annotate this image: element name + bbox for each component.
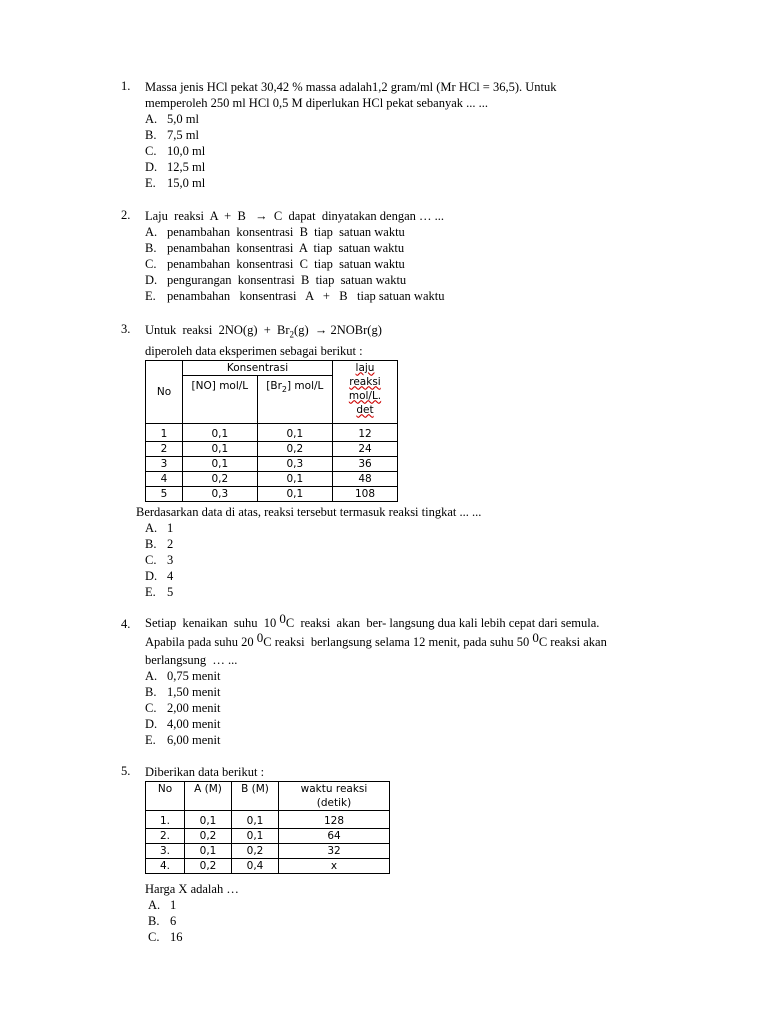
option-d: D. 4 — [145, 568, 174, 583]
option-a: A. 0,75 menit — [145, 669, 221, 683]
question-text: Harga X adalah … — [145, 882, 239, 896]
question-text: Berdasarkan data di atas, reaksi tersebut termasuk reaksi tingkat ... ... — [136, 504, 482, 519]
question-text: Apabila pada suhu 20 $^0$C reaksi berlangsung selama 12 menit, pada suhu 50 $^0$C reaksi akan — [145, 630, 607, 649]
question-text: memperoleh 250 ml HCl 0,5 M diperlukan HCl pekat sebanyak ... ... — [145, 96, 488, 110]
option-c: C. 10,0 ml — [145, 144, 206, 158]
option-a: A. penambahan konsentrasi B tiap satuan waktu — [145, 225, 405, 239]
option-d: D. 12,5 ml — [145, 160, 206, 174]
option-a: A. 5,0 ml — [145, 112, 199, 126]
header-laju: laju reaksi mol/L. det — [333, 360, 398, 423]
option-c: C. penambahan konsentrasi C tiap satuan waktu — [145, 257, 405, 271]
option-e: E. 6,00 menit — [145, 733, 221, 747]
question-text: Massa jenis HCl pekat 30,42 % massa adalah1,2 gram/ml (Mr HCl = 36,5). Untuk — [145, 80, 557, 94]
option-b: B. 1,50 menit — [145, 685, 221, 699]
header-no: No — [146, 360, 183, 423]
question-number: 4. — [121, 617, 131, 631]
header-no-conc: [NO] mol/L — [183, 375, 258, 423]
option-a: A. 1 — [148, 898, 177, 912]
table-row: 5 0,3 0,1 108 — [146, 486, 398, 501]
question-text: Diberikan data berikut : — [145, 765, 265, 779]
header-konsentrasi: Konsentrasi — [183, 360, 333, 375]
table-row: 1 0,1 0,1 12 — [146, 423, 398, 441]
option-b: B. 7,5 ml — [145, 128, 199, 142]
question-text: Setiap kenaikan suhu 10 $^0$C reaksi akan ber- langsung dua kali lebih cepat dari semula. — [145, 611, 600, 630]
option-b: B. penambahan konsentrasi A tiap satuan waktu — [145, 241, 405, 255]
question-2 — [121, 208, 681, 304]
option-b: B. 6 — [148, 914, 177, 928]
table-row: 3. 0,1 0,2 32 — [146, 844, 390, 859]
option-c: C. 3 — [145, 552, 174, 567]
header-no: No — [146, 782, 185, 811]
option-d: D. 4,00 menit — [145, 717, 221, 731]
option-e: E. 5 — [145, 584, 174, 599]
question-1 — [121, 79, 681, 191]
question-text: Laju reaksi A + B → C dapat dinyatakan dengan … ... — [145, 209, 445, 223]
table-row: 1. 0,1 0,1 128 — [146, 811, 390, 829]
option-d: D. pengurangan konsentrasi B tiap satuan waktu — [145, 273, 407, 287]
table-row: 4 0,2 0,1 48 — [146, 471, 398, 486]
option-e: E. penambahan konsentrasi A + B tiap satuan waktu — [145, 289, 445, 303]
table-row: 4. 0,2 0,4 x — [146, 859, 390, 874]
table-row: 3 0,1 0,3 36 — [146, 456, 398, 471]
table-row: 2 0,1 0,2 24 — [146, 441, 398, 456]
question-number: 5. — [121, 764, 131, 778]
experiment-table — [145, 360, 398, 502]
question-number: 2. — [121, 208, 131, 222]
header-b: B (M) — [232, 782, 279, 811]
option-a: A. 1 — [145, 520, 174, 535]
question-4 — [121, 611, 681, 748]
table-row: 2. 0,2 0,1 64 — [146, 829, 390, 844]
header-waktu: waktu reaksi (detik) — [279, 782, 390, 811]
option-e: E. 15,0 ml — [145, 176, 206, 190]
question-text: diperoleh data eksperimen sebagai berikut : — [145, 343, 363, 358]
header-a: A (M) — [185, 782, 232, 811]
question-text: Untuk reaksi $2NO(g) + Br_2(g)$ → 2NOBr(g) — [145, 323, 382, 340]
question-5 — [121, 764, 681, 945]
option-c: C. 16 — [148, 930, 183, 944]
data-table — [145, 781, 390, 874]
header-br-conc: $[Br_2]$ mol/L — [257, 375, 332, 423]
option-c: C. 2,00 menit — [145, 701, 221, 715]
question-3 — [121, 322, 681, 600]
option-b: B. 2 — [145, 536, 174, 551]
question-number: 3. — [121, 322, 131, 336]
question-text: berlangsung … ... — [145, 653, 238, 667]
question-number: 1. — [121, 79, 131, 93]
